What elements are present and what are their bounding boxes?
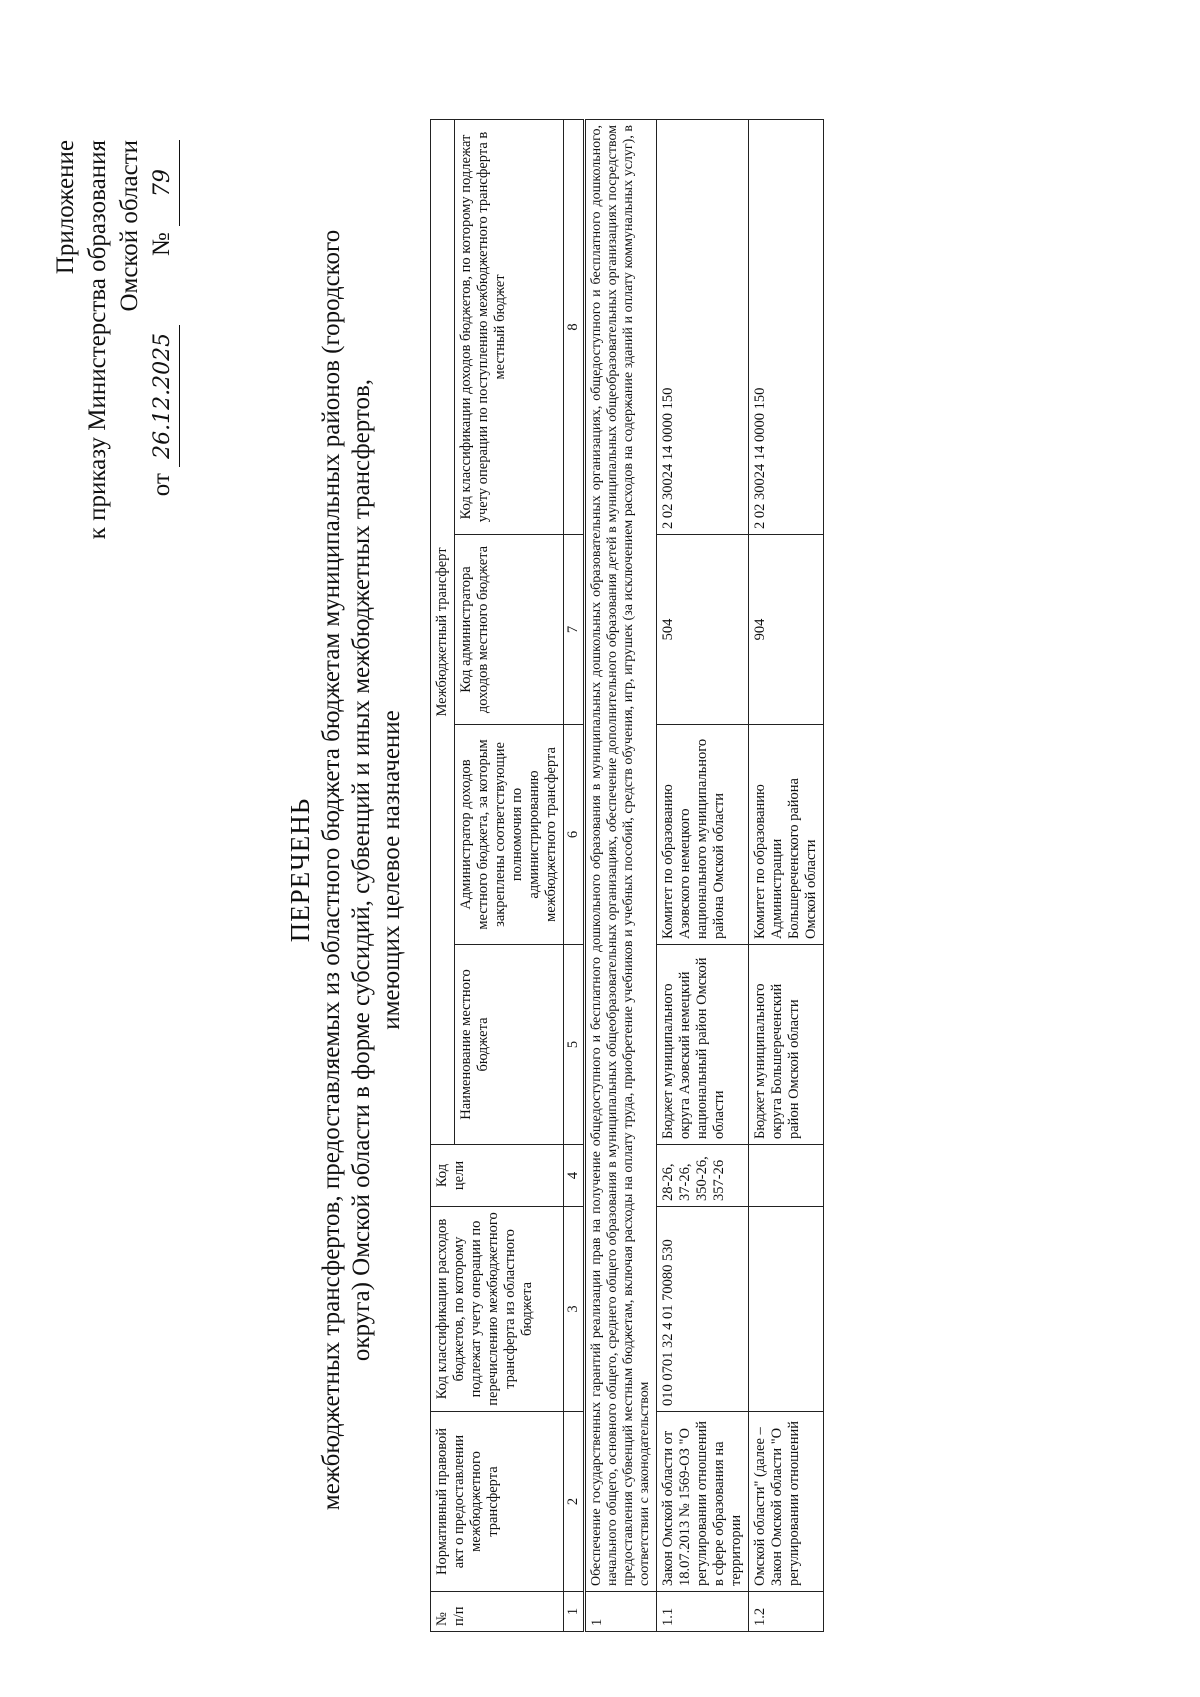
rotated-page (50, 100, 1150, 1640)
col-number: 8 (564, 119, 585, 534)
column-numbers-row (564, 119, 585, 1631)
row-budget: Бюджет муниципального округа Большереченский район Омской области (749, 945, 824, 1145)
col-number: 1 (564, 1592, 585, 1632)
row-budget: Бюджет муниципального округа Азовский немецкий национальный район Омской области (657, 945, 749, 1145)
transfers-table (430, 119, 824, 1632)
header-goal: Код цели (431, 1145, 564, 1207)
number-label: № (148, 232, 175, 257)
col-number: 5 (564, 945, 585, 1145)
header-act: Нормативный правовой акт о предоставлении межбюджетного трансферта (431, 1412, 564, 1592)
appendix-region: Омской области (116, 140, 143, 312)
appendix-order: к приказу Министерства образования (84, 140, 111, 540)
row-act: Омской области" (далее – Закон Омской области "О регулировании отношений (749, 1412, 824, 1592)
title-heading: ПЕРЕЧЕНЬ (285, 797, 315, 943)
row-admin: Комитет по образованию Азовского немецкого национального муниципального района Омской области (657, 725, 749, 945)
row-kbk (749, 1207, 824, 1412)
row-number: 1.2 (749, 1592, 824, 1632)
table-row (657, 119, 749, 1631)
header-admin-code: Код администратора доходов местного бюджета (455, 535, 564, 725)
header-admin: Администратор доходов местного бюджета, за которым закреплены соответствующие полномочия по администрированию межбюджетного трансферта (455, 725, 564, 945)
section-description: Обеспечение государственных гарантий реализации прав на получение общедоступного и бесплатного дошкольного образования в муниципальных дошкольных образовательных организациях, общедоступного и бесплатного дошкольного, начального общего, основного общего, среднего общего образования в муниципальных общеобразовательных организациях, обеспечение дополнительного образования детей в муниципальных общеобразовательных организациях посредством предоставления субвенций местным бюджетам, включая расходы на оплату труда, приобретение учебников и учебных пособий, средств обучения, игр, игрушек (за исключением расходов на содержание зданий и оплату коммунальных услуг), в соответствии с законодательством (585, 119, 657, 1591)
row-admin-code: 504 (657, 535, 749, 725)
header-budget: Наименование местного бюджета (455, 945, 564, 1145)
row-admin: Комитет по образованию Администрации Большереченского района Омской области (749, 725, 824, 945)
row-goal (749, 1145, 824, 1207)
row-admin-code: 904 (749, 535, 824, 725)
title-line-3: имеющих целевое назначение (378, 710, 405, 1030)
handwritten-number: 79 (147, 140, 180, 226)
appendix-block (50, 140, 180, 539)
col-number: 6 (564, 725, 585, 945)
row-number: 1.1 (657, 1592, 749, 1632)
row-goal: 28-26, 37-26, 350-26, 357-26 (657, 1145, 749, 1207)
row-income-code: 2 02 30024 14 0000 150 (749, 119, 824, 534)
col-number: 2 (564, 1412, 585, 1592)
row-income-code: 2 02 30024 14 0000 150 (657, 119, 749, 534)
col-number: 4 (564, 1145, 585, 1207)
table-row (749, 119, 824, 1631)
title-line-2: округа) Омской области в форме субсидий, субвенций и иных межбюджетных трансфертов, (348, 378, 375, 1362)
section-row (585, 119, 657, 1631)
document-title (285, 100, 407, 1640)
section-number: 1 (585, 1592, 657, 1632)
row-kbk: 010 0701 32 4 01 70080 530 (657, 1207, 749, 1412)
header-transfer-group: Межбюджетный трансферт (431, 119, 455, 1144)
handwritten-date: 26.12.2025 (147, 325, 180, 467)
table-header-row-1 (431, 119, 455, 1631)
row-act: Закон Омской области от 18.07.2013 № 1569-ОЗ "О регулировании отношений в сфере образования на территории (657, 1412, 749, 1592)
col-number: 3 (564, 1207, 585, 1412)
col-number: 7 (564, 535, 585, 725)
header-kbk: Код классификации расходов бюджетов, по которому подлежат учету операции по перечислению межбюджетного трансферта из областного бюджета (431, 1207, 564, 1412)
appendix-title: Приложение (52, 140, 79, 275)
from-label: от (148, 473, 175, 497)
title-line-1: межбюджетных трансфертов, предоставляемых из областного бюджета бюджетам муниципальных районов (городского (318, 229, 345, 1511)
header-num: № п/п (431, 1592, 564, 1632)
header-income-code: Код классификации доходов бюджетов, по которому подлежат учету операции по поступлению межбюджетного трансферта в местный бюджет (455, 119, 564, 534)
appendix-date-line (146, 140, 180, 539)
